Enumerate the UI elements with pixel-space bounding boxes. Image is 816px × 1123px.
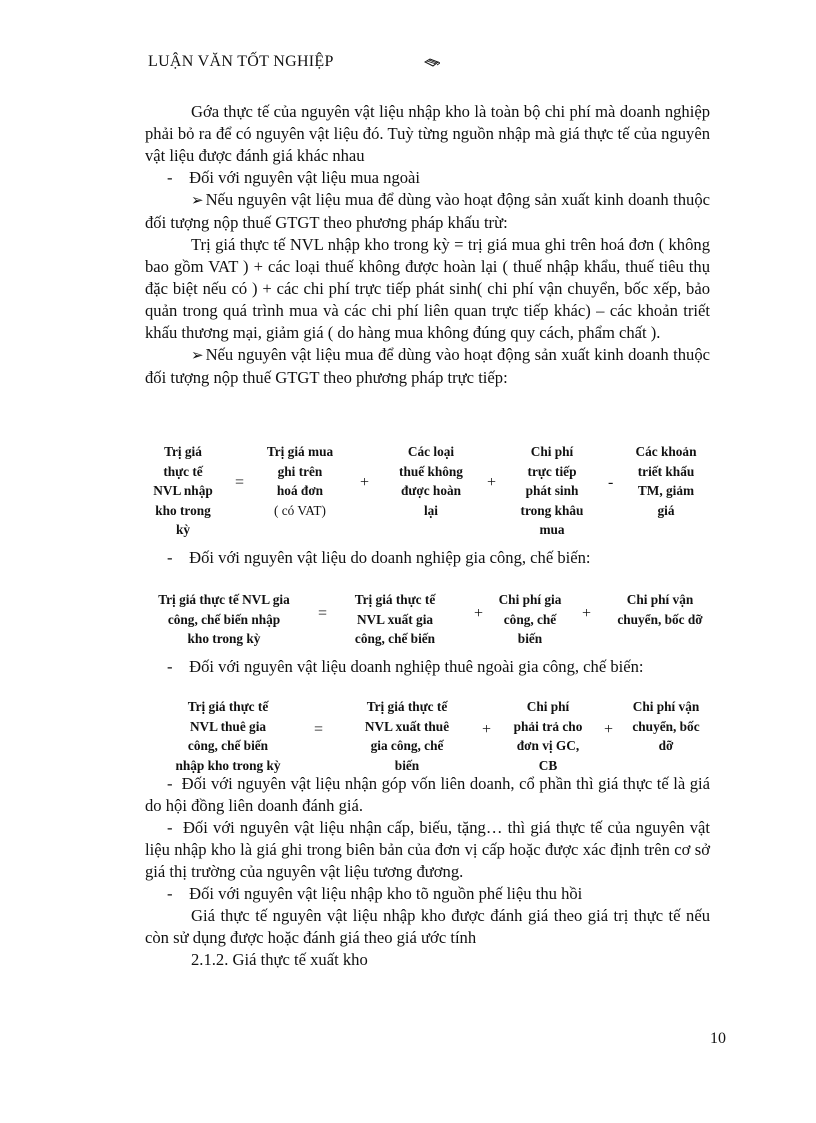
bullet-text: Đối với nguyên vật liệu nhận góp vốn liên doanh, cổ phần thì giá thực tế là giá do hội đồng liên doanh đánh giá. (145, 774, 710, 815)
bullet-outsourced (145, 656, 710, 678)
formula3-op-equals: = (314, 721, 324, 738)
bullet-dash: - (167, 884, 190, 903)
bullet-scrap (145, 883, 710, 905)
section-heading-2-1-2: 2.1.2. Giá thực tế xuất kho (191, 950, 368, 969)
formula2-term-processing-cost: Chi phí gia công, chế biến (498, 592, 562, 646)
formula1-term-direct-costs: Chi phí trực tiếp phát sinh trong khâu mua (520, 444, 584, 537)
bullet-self-processed (145, 547, 710, 569)
bullet-joint-venture (145, 773, 710, 817)
formula3-op-plus: + (604, 721, 614, 738)
bullet-text: Đối với nguyên vật liệu nhận cấp, biếu, tặng… thì giá thực tế của nguyên vật liệu nhập kho là giá ghi trong biên bản của đơn vị cấp hoặc được xác định trên cơ sở giá thị trường của nguyên vật liệu tương đương. (145, 818, 711, 881)
formula1-op-minus: - (608, 474, 614, 491)
formula1-op-plus: + (360, 474, 370, 491)
bullet-donated (145, 817, 710, 883)
scrap-valuation-paragraph: Giá thực tế nguyên vật liệu nhập kho được đánh giá theo giá trị thực tế nếu còn sử dụng được hoặc đánh giá theo giá ước tính (145, 906, 710, 947)
formula2-term-actual-value: Trị giá thực tế NVL gia công, chế biến nhập kho trong kỳ (158, 592, 290, 646)
formula1-term-discounts: Các khoản triết khấu TM, giảm giá (635, 444, 697, 518)
formula2-op-plus: + (474, 605, 484, 622)
formula2-op-equals: = (318, 605, 328, 622)
bullet-dash: - (167, 168, 190, 187)
formula3-op-plus: + (482, 721, 492, 738)
intro-paragraph: Gớa thực tế của nguyên vật liệu nhập kho là toàn bộ chi phí mà doanh nghiệp phải bỏ ra để có nguyên vật liệu đó. Tuỳ từng nguồn nhập mà giá thực tế của nguyên vật liệu được đánh giá khác nhau (145, 102, 710, 165)
page-header-title: LUẬN VĂN TỐT NGHIỆP (148, 53, 334, 70)
formula1-term-taxes: Các loại thuế không được hoàn lại (399, 444, 463, 518)
bullet-dash: - (167, 657, 190, 676)
formula3-term-actual-value: Trị giá thực tế NVL thuê gia công, chế biến nhập kho trong kỳ (175, 699, 281, 773)
arrow-item-deduction-method (145, 189, 710, 234)
formula3-term-payable-cost: Chi phí phải trả cho đơn vị GC, CB (513, 699, 583, 773)
formula2-term-issued-value: Trị giá thực tế NVL xuất gia công, chế biến (354, 592, 436, 646)
formula1-term-purchase-price: Trị giá mua ghi trên hoá đơn ( có VAT) (266, 444, 334, 518)
arrow-item-direct-method (145, 344, 710, 389)
page-number: 10 (710, 1030, 726, 1047)
arrow-bullet-icon: ➢ (191, 348, 204, 364)
bullet-text: Đối với nguyên vật liệu doanh nghiệp thuê ngoài gia công, chế biến: (189, 657, 644, 676)
intro-section (145, 101, 710, 389)
cost-formula-paragraph: Trị giá thực tế NVL nhập kho trong kỳ = trị giá mua ghi trên hoá đơn ( không bao gồm VAT ) + các loại thuế không được hoàn lại ( thuế nhập khẩu, thuế tiêu thụ đặc biệt nếu có ) + các chi phí trực tiếp phát sinh( chi phí vận chuyển, bốc xếp, bảo quản trong quá trình mua và các chi phí liên quan trực tiếp khác) – các khoản triết khấu thương mại, giảm giá ( do hàng mua không đúng quy cách, phẩm chất ). (145, 235, 710, 342)
arrow-item-text: Nếu nguyên vật liệu mua để dùng vào hoạt động sản xuất kinh doanh thuộc đối tượng nộp thuế GTGT theo phương pháp trực tiếp: (145, 345, 710, 387)
bullet-text: Đối với nguyên vật liệu mua ngoài (189, 168, 421, 187)
formula3-term-transport-cost: Chi phí vận chuyển, bốc dỡ (632, 699, 700, 753)
formula1-term-actual-value: Trị giá thực tế NVL nhập kho trong kỳ (153, 444, 213, 537)
formula2-op-plus: + (582, 605, 592, 622)
bullet-text: Đối với nguyên vật liệu nhập kho tõ nguồn phế liệu thu hồi (189, 884, 583, 903)
bullet-text: Đối với nguyên vật liệu do doanh nghiệp gia công, chế biến: (189, 548, 591, 567)
formula1-op-plus: + (487, 474, 497, 491)
formula3-term-issued-value: Trị giá thực tế NVL xuất thuê gia công, chế biến (364, 699, 450, 773)
writing-hand-icon (424, 56, 440, 68)
bullet-dash: - (167, 774, 182, 793)
bullet-dash: - (167, 548, 190, 567)
formula1-op-equals: = (235, 474, 245, 491)
closing-section (145, 773, 710, 971)
arrow-item-text: Nếu nguyên vật liệu mua để dùng vào hoạt động sản xuất kinh doanh thuộc đối tượng nộp thuế GTGT theo phương pháp khấu trừ: (145, 190, 710, 232)
arrow-bullet-icon: ➢ (191, 193, 204, 209)
formula2-term-transport-cost: Chi phí vận chuyển, bốc dỡ (617, 592, 703, 627)
bullet-purchased-materials (145, 167, 710, 189)
bullet-dash: - (167, 818, 183, 837)
